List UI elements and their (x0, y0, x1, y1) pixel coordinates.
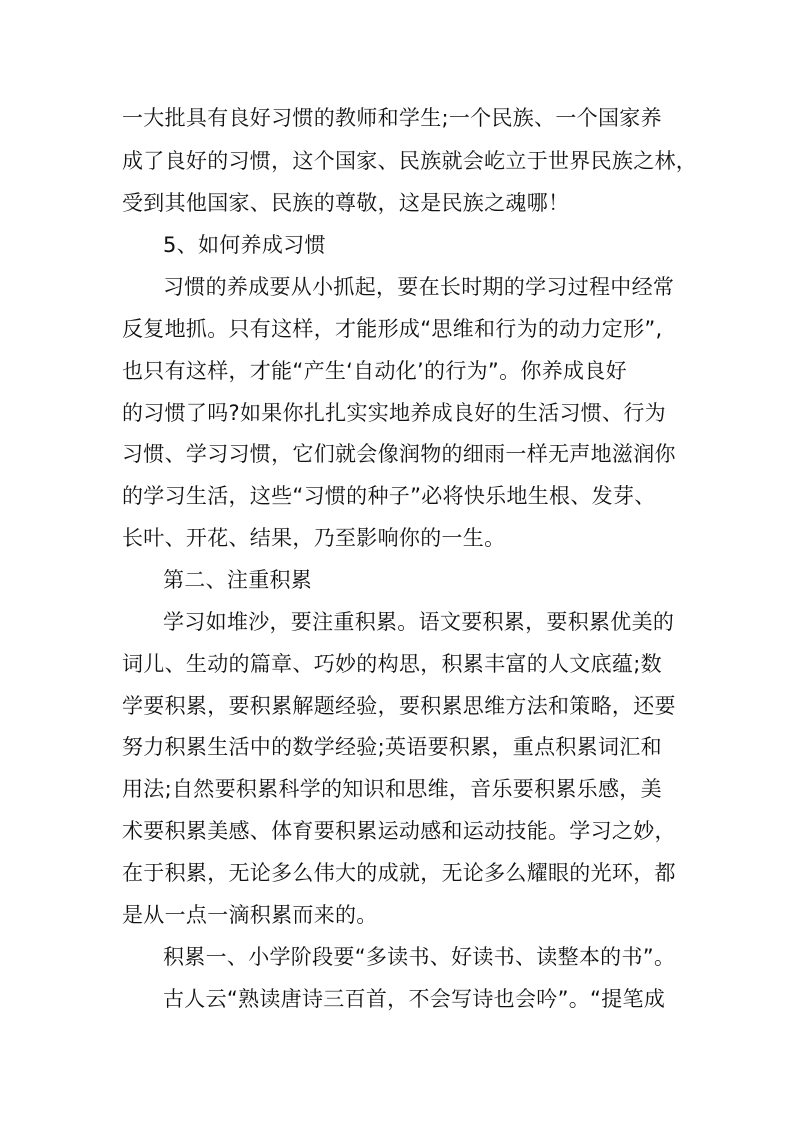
text-line: 词儿、生动的篇章、巧妙的构思，积累丰富的人文底蕴;数 (122, 652, 662, 676)
text-line: 习惯的养成要从小抓起，要在长时期的学习过程中经常 (163, 275, 675, 299)
text-line: 术要积累美感、体育要积累运动感和运动技能。学习之妙， (122, 819, 676, 843)
text-line: 一大批具有良好习惯的教师和学生;一个民族、一个国家养 (122, 106, 662, 130)
text-line: 学习如堆沙，要注重积累。语文要积累，要积累优美的 (163, 610, 675, 634)
text-line: 用法;自然要积累科学的知识和思维，音乐要积累乐感，美 (122, 777, 662, 801)
text-line: 长叶、开花、结果，乃至影响你的一生。 (122, 526, 506, 550)
text-line: 习惯、学习习惯，它们就会像润物的细雨一样无声地滋润你 (122, 442, 676, 466)
section-heading: 5、如何养成习惯 (163, 233, 326, 257)
text-line: 学要积累，要积累解题经验，要积累思维方法和策略，还要 (122, 694, 676, 718)
text-line: 是从一点一滴积累而来的。 (122, 903, 378, 927)
text-line: 积累一、小学阶段要“多读书、好读书、读整本的书”。 (163, 945, 676, 969)
text-line: 也只有这样，才能“产生‘自动化’的行为”。你养成良好 (122, 359, 627, 383)
text-line: 受到其他国家、民族的尊敬，这是民族之魂哪！ (122, 191, 570, 215)
text-line: 努力积累生活中的数学经验;英语要积累，重点积累词汇和 (122, 735, 662, 759)
text-line: 成了良好的习惯，这个国家、民族就会屹立于世界民族之林， (122, 149, 698, 173)
text-line: 古人云“熟读唐诗三百首，不会写诗也会吟”。“提笔成 (163, 987, 666, 1011)
section-heading: 第二、注重积累 (163, 568, 313, 592)
text-line: 反复地抓。只有这样，才能形成“思维和行为的动力定形”, (122, 317, 663, 341)
text-line: 的学习生活，这些“习惯的种子”必将快乐地生根、发芽、 (122, 484, 656, 508)
text-line: 在于积累，无论多么伟大的成就，无论多么耀眼的光环，都 (122, 861, 676, 885)
text-line: 的习惯了吗?如果你扎扎实实地养成良好的生活习惯、行为 (122, 401, 666, 425)
